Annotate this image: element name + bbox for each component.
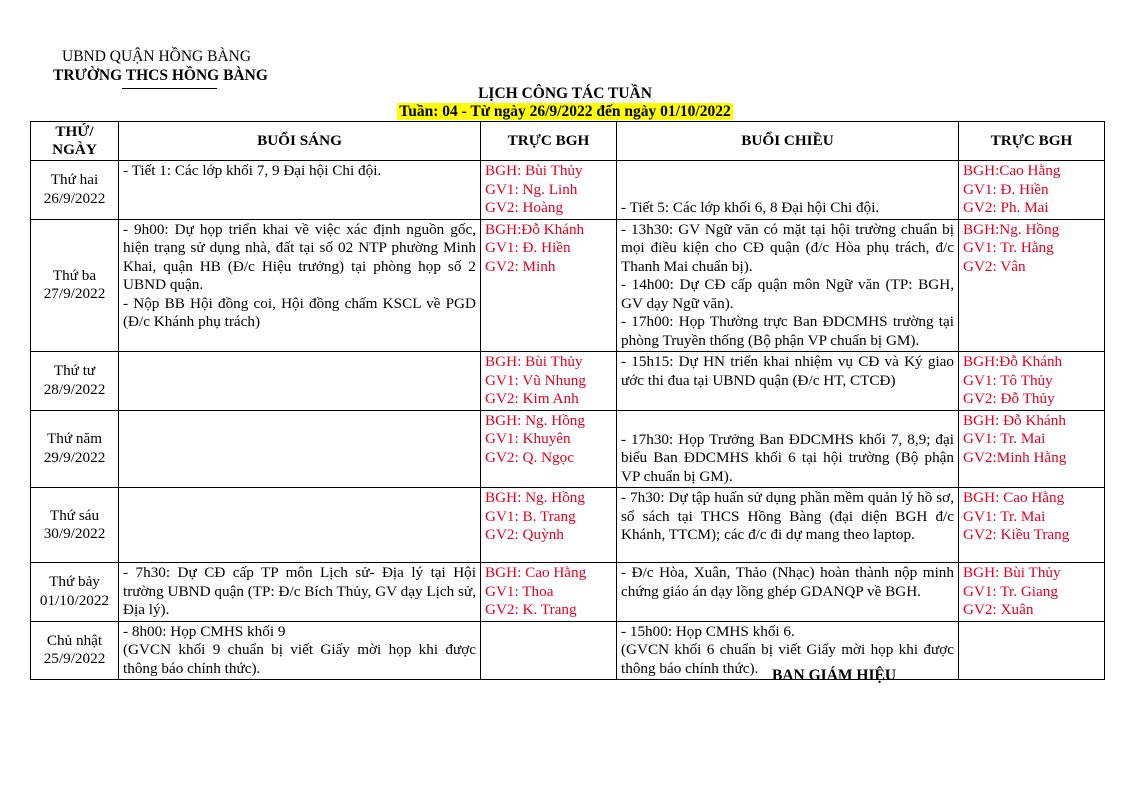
cell-line: - Tiết 5: Các lớp khối 6, 8 Đại hội Chi đội. bbox=[621, 199, 880, 216]
day-cell bbox=[31, 488, 119, 563]
schedule-row bbox=[31, 161, 1105, 220]
schedule-table bbox=[30, 121, 1105, 680]
cell-line: BGH: Đỗ Khánh bbox=[963, 411, 1066, 429]
day-cell bbox=[31, 621, 119, 680]
cell-line: BGH:Đỗ Khánh bbox=[485, 220, 585, 238]
cell-line: - 8h00: Họp CMHS khối 9 bbox=[123, 622, 286, 640]
day-cell bbox=[31, 410, 119, 488]
cell-line: GV2: Hoàng bbox=[485, 199, 564, 216]
cell-line: BGH: Ng. Hồng bbox=[485, 489, 585, 506]
cell-line: - 15h15: Dự HN triển khai nhiệm vụ CĐ và Ký giao ước thi đua tại UBND quận (Đ/c HT, CTCĐ) bbox=[621, 353, 954, 389]
duty-am-cell bbox=[481, 488, 617, 563]
cell-line: BGH:Cao Hằng bbox=[963, 162, 1061, 179]
afternoon-cell bbox=[617, 488, 959, 563]
cell-line: GV1: Thoa bbox=[485, 582, 554, 600]
header-row bbox=[31, 122, 1105, 161]
morning-cell bbox=[119, 488, 481, 563]
cell-line: (GVCN khối 6 chuẩn bị viết Giấy mời họp khi được thông báo chính thức). bbox=[621, 641, 954, 677]
cell-line: Thứ ba bbox=[52, 266, 97, 284]
cell-line: - 9h00: Dự họp triển khai về việc xác định nguồn gốc, hiện trạng sử dụng nhà, đất tại số 02 NTP phường Minh Khai, quận HB (Đ/c Hiệu trưởng) tại phòng họp số 2 UBND quận. bbox=[123, 220, 476, 293]
cell-line: GV2: Đỗ Thủy bbox=[963, 390, 1055, 407]
cell-line: Thứ hai bbox=[50, 171, 99, 189]
morning-cell bbox=[119, 563, 481, 622]
cell-line: - 15h00: Họp CMHS khối 6. bbox=[621, 622, 795, 640]
schedule-row bbox=[31, 621, 1105, 680]
cell-line: GV1: B. Trang bbox=[485, 507, 576, 525]
col-header-day-line: NGÀY bbox=[52, 141, 97, 158]
duty-am-cell bbox=[481, 352, 617, 411]
schedule-row bbox=[31, 410, 1105, 488]
cell-line: GV2: Xuân bbox=[963, 601, 1034, 618]
week-range-wrap bbox=[0, 103, 1130, 121]
schedule-row bbox=[31, 563, 1105, 622]
cell-line: Thứ tư bbox=[53, 362, 96, 380]
cell-line: 27/9/2022 bbox=[43, 285, 106, 303]
cell-line: GV2:Minh Hằng bbox=[963, 448, 1067, 466]
afternoon-cell bbox=[617, 219, 959, 352]
cell-line: GV2: Quỳnh bbox=[485, 526, 564, 543]
cell-line: GV1: Tr. Giang bbox=[963, 582, 1058, 600]
cell-line: GV1: Vũ Nhung bbox=[485, 371, 586, 389]
cell-line: 28/9/2022 bbox=[43, 380, 106, 398]
cell-line: 25/9/2022 bbox=[43, 650, 106, 668]
cell-line: GV2: Kim Anh bbox=[485, 390, 579, 407]
duty-pm-cell bbox=[959, 563, 1105, 622]
schedule-body bbox=[31, 161, 1105, 680]
day-cell bbox=[31, 563, 119, 622]
cell-line: Chủ nhật bbox=[46, 631, 103, 649]
footer-signature: BAN GIÁM HIỆU bbox=[772, 667, 897, 684]
org-name: UBND QUẬN HỒNG BÀNG bbox=[62, 48, 252, 65]
duty-am-cell bbox=[481, 219, 617, 352]
col-header-day bbox=[31, 122, 119, 161]
cell-line: GV1: Tr. Mai bbox=[963, 430, 1046, 447]
cell-line: - 17h30: Họp Trưởng Ban ĐDCMHS khối 7, 8,9; đại biểu Ban ĐDCMHS khối 6 tại hội trường (Bộ phận VP chuẩn bị GM). bbox=[621, 430, 954, 485]
cell-line: 30/9/2022 bbox=[43, 525, 106, 542]
cell-line: Thứ năm bbox=[46, 430, 103, 448]
cell-line: GV1: Đ. Hiền bbox=[963, 180, 1049, 198]
morning-cell bbox=[119, 161, 481, 220]
cell-line: 29/9/2022 bbox=[43, 448, 106, 466]
cell-line: GV2: K. Trang bbox=[485, 601, 577, 618]
duty-pm-cell bbox=[959, 488, 1105, 563]
cell-line: Thứ sáu bbox=[49, 506, 100, 524]
cell-line: BGH:Ng. Hồng bbox=[963, 220, 1060, 238]
cell-line: - 17h00: Họp Thường trực Ban ĐDCMHS trường tại phòng Truyền thống (Bộ phận VP chuẩn bị GM). bbox=[621, 313, 954, 349]
afternoon-cell bbox=[617, 410, 959, 488]
week-range: Tuần: 04 - Từ ngày 26/9/2022 đến ngày 01/10/2022 bbox=[399, 103, 731, 120]
col-header-day-line: THỨ/ bbox=[55, 123, 94, 140]
duty-pm-cell bbox=[959, 410, 1105, 488]
document-title: LỊCH CÔNG TÁC TUẦN bbox=[478, 85, 652, 102]
day-cell bbox=[31, 219, 119, 352]
duty-pm-cell bbox=[959, 352, 1105, 411]
cell-line: - Nộp BB Hội đồng coi, Hội đồng chấm KSCL về PGD (Đ/c Khánh phụ trách) bbox=[123, 294, 476, 330]
afternoon-cell bbox=[617, 161, 959, 220]
cell-line: 01/10/2022 bbox=[39, 591, 110, 609]
cell-line: GV2: Q. Ngọc bbox=[485, 448, 575, 466]
duty-pm-cell bbox=[959, 161, 1105, 220]
morning-cell bbox=[119, 219, 481, 352]
cell-line: 26/9/2022 bbox=[43, 189, 106, 207]
duty-am-cell bbox=[481, 410, 617, 488]
duty-pm-cell bbox=[959, 621, 1105, 680]
cell-line: BGH: Bùi Thủy bbox=[963, 564, 1061, 581]
cell-line: GV2: Vân bbox=[963, 257, 1026, 275]
duty-am-cell bbox=[481, 563, 617, 622]
cell-line: Thứ bảy bbox=[49, 573, 100, 591]
morning-cell bbox=[119, 621, 481, 680]
schedule-row bbox=[31, 352, 1105, 411]
cell-line: BGH: Bùi Thủy bbox=[485, 162, 583, 179]
cell-line: (GVCN khối 9 chuẩn bị viết Giấy mời họp khi được thông báo chính thức). bbox=[123, 641, 476, 677]
duty-pm-cell bbox=[959, 219, 1105, 352]
schedule-row bbox=[31, 219, 1105, 352]
afternoon-cell bbox=[617, 563, 959, 622]
cell-line: BGH: Bùi Thủy bbox=[485, 353, 583, 370]
cell-line: BGH: Cao Hằng bbox=[963, 489, 1065, 506]
cell-line: - 7h30: Dự CĐ cấp TP môn Lịch sử- Địa lý tại Hội trường UBND quận (TP: Đ/c Bích Thủy, GV dạy Lịch sử, Địa lý). bbox=[123, 564, 476, 618]
cell-line: GV1: Đ. Hiền bbox=[485, 239, 571, 256]
day-cell bbox=[31, 161, 119, 220]
col-header-morning: BUỔI SÁNG bbox=[119, 122, 481, 161]
morning-cell bbox=[119, 352, 481, 411]
duty-am-cell bbox=[481, 621, 617, 680]
cell-line: GV1: Ng. Linh bbox=[485, 180, 578, 198]
day-cell bbox=[31, 352, 119, 411]
cell-line: - 7h30: Dự tập huấn sử dụng phần mềm quản lý hồ sơ, sổ sách tại THCS Hồng Bàng (đại diện BGH đ/c Khánh, TTCM); các đ/c đi dự mang theo laptop. bbox=[621, 489, 954, 543]
cell-line: - Đ/c Hòa, Xuân, Thảo (Nhạc) hoàn thành nộp minh chứng giáo án dạy lồng ghép GDANQP về BGH. bbox=[621, 564, 954, 600]
morning-cell bbox=[119, 410, 481, 488]
cell-line: BGH: Cao Hằng bbox=[485, 564, 587, 581]
col-header-duty-pm: TRỰC BGH bbox=[959, 122, 1105, 161]
schedule-row bbox=[31, 488, 1105, 563]
cell-line: - 13h30: GV Ngữ văn có mặt tại hội trường chuẩn bị mọi điều kiện cho CĐ quận (đ/c Hòa phụ trách, đ/c Thanh Mai chuẩn bị). bbox=[621, 220, 954, 275]
duty-am-cell bbox=[481, 161, 617, 220]
cell-line: GV1: Khuyên bbox=[485, 430, 571, 447]
col-header-duty-am: TRỰC BGH bbox=[481, 122, 617, 161]
cell-line: BGH:Đỗ Khánh bbox=[963, 353, 1063, 370]
cell-line: GV1: Tô Thủy bbox=[963, 371, 1053, 389]
cell-line: - Tiết 1: Các lớp khối 7, 9 Đại hội Chi đội. bbox=[123, 162, 382, 179]
school-name: TRƯỜNG THCS HỒNG BÀNG bbox=[53, 67, 268, 84]
cell-line: GV2: Ph. Mai bbox=[963, 199, 1049, 216]
afternoon-cell bbox=[617, 352, 959, 411]
cell-line: BGH: Ng. Hồng bbox=[485, 411, 585, 429]
cell-line: GV2: Minh bbox=[485, 257, 556, 275]
cell-line: GV2: Kiều Trang bbox=[963, 526, 1070, 543]
cell-line: GV1: Tr. Hằng bbox=[963, 239, 1054, 256]
cell-line: - 14h00: Dự CĐ cấp quận môn Ngữ văn (TP: BGH, GV dạy Ngữ văn). bbox=[621, 276, 954, 312]
cell-line: GV1: Tr. Mai bbox=[963, 507, 1046, 525]
col-header-afternoon: BUỔI CHIỀU bbox=[617, 122, 959, 161]
